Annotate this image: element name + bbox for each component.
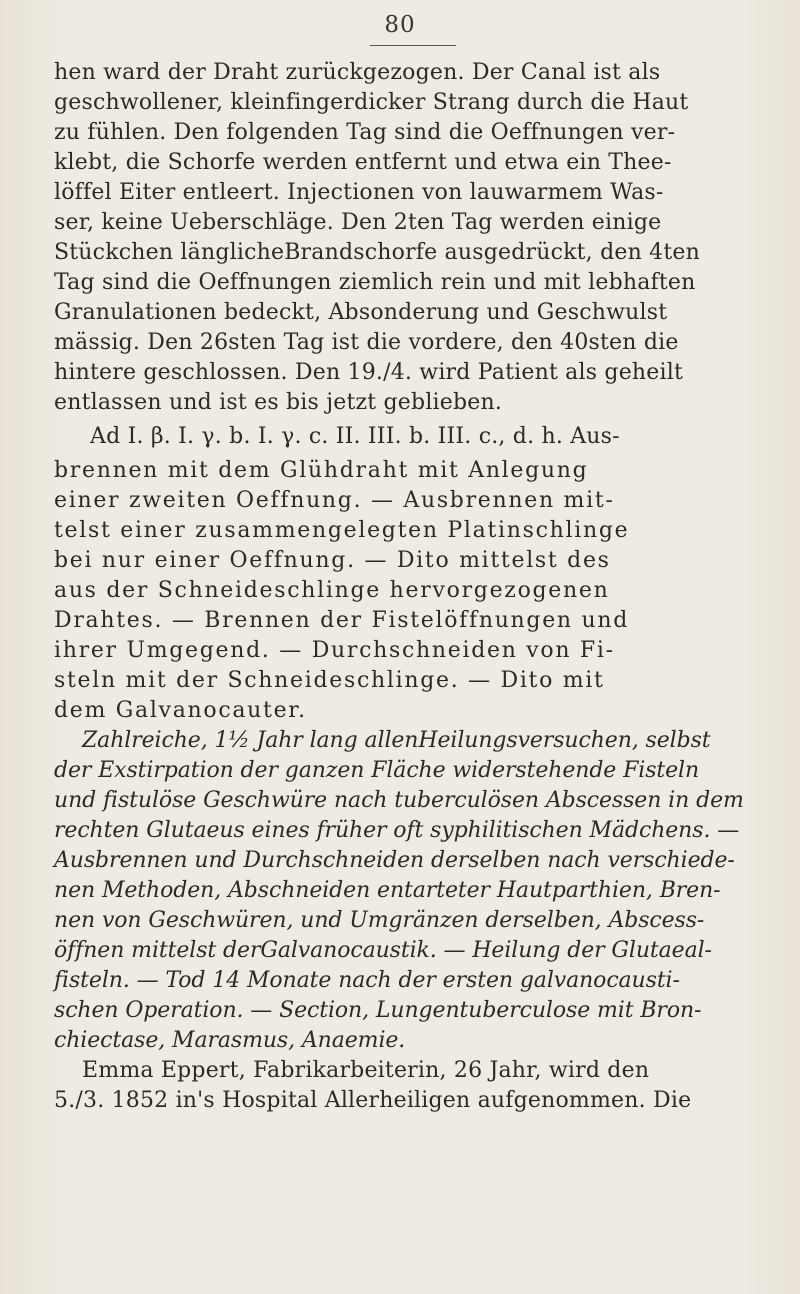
italic-text-line: nen von Geschwüren, und Umgränzen derselben, Abscess- — [54, 908, 705, 933]
spaced-text-line: bei nur einer Oeffnung. — Dito mittelst des — [54, 548, 611, 573]
text-line: Granulationen bedeckt, Absonderung und Geschwulst — [54, 300, 668, 325]
italic-text-line: öffnen mittelst derGalvanocaustik. — Heilung der Glutaeal- — [54, 938, 712, 963]
text-line: entlassen und ist es bis jetzt geblieben. — [54, 390, 503, 415]
text-line: 5./3. 1852 in's Hospital Allerheiligen aufgenommen. Die — [54, 1088, 692, 1113]
text-line: Tag sind die Oeffnungen ziemlich rein und mit lebhaften — [54, 270, 696, 295]
spaced-text-line: telst einer zusammengelegten Platinschlinge — [54, 518, 630, 543]
section-heading-line: Ad I. β. I. γ. b. I. γ. c. II. III. b. III. c., d. h. Aus- — [90, 424, 620, 449]
italic-text-line: der Exstirpation der ganzen Fläche widerstehende Fisteln — [54, 758, 700, 783]
text-line: zu fühlen. Den folgenden Tag sind die Oeffnungen ver- — [54, 120, 676, 145]
text-line: ser, keine Ueberschläge. Den 2ten Tag werden einige — [54, 210, 662, 235]
text-line: löffel Eiter entleert. Injectionen von lauwarmem Was- — [54, 180, 664, 205]
spaced-text-line: dem Galvanocauter. — [54, 698, 307, 723]
text-line: Stückchen länglicheBrandschorfe ausgedrückt, den 4ten — [54, 240, 700, 265]
spaced-text-line: Drahtes. — Brennen der Fistelöffnungen und — [54, 608, 630, 633]
italic-text-line: und fistulöse Geschwüre nach tuberculösen Abscessen in dem — [54, 788, 744, 813]
spaced-text-line: aus der Schneideschlinge hervorgezogenen — [54, 578, 610, 603]
spaced-text-line: ihrer Umgegend. — Durchschneiden von Fi- — [54, 638, 615, 663]
text-line: klebt, die Schorfe werden entfernt und etwa ein Thee- — [54, 150, 672, 175]
spaced-text-line: steln mit der Schneideschlinge. — Dito mit — [54, 668, 605, 693]
page-body — [54, 58, 762, 1116]
text-line: Emma Eppert, Fabrikarbeiterin, 26 Jahr, wird den — [82, 1058, 650, 1083]
spaced-text-line: brennen mit dem Glühdraht mit Anlegung — [54, 458, 589, 483]
italic-text-line: nen Methoden, Abschneiden entarteter Hautparthien, Bren- — [54, 878, 721, 903]
italic-text-line: chiectase, Marasmus, Anaemie. — [54, 1028, 406, 1053]
page-number: 80 — [384, 12, 416, 38]
italic-text-line: schen Operation. — Section, Lungentuberculose mit Bron- — [54, 998, 702, 1023]
italic-text-line: Zahlreiche, 1½ Jahr lang allenHeilungsversuchen, selbst — [82, 728, 711, 753]
italic-text-line: rechten Glutaeus eines früher oft syphilitischen Mädchens. — — [54, 818, 740, 843]
spaced-text-line: einer zweiten Oeffnung. — Ausbrennen mit- — [54, 488, 615, 513]
italic-text-line: fisteln. — Tod 14 Monate nach der ersten galvanocausti- — [54, 968, 680, 993]
text-line: mässig. Den 26sten Tag ist die vordere, den 40sten die — [54, 330, 679, 355]
text-line: hintere geschlossen. Den 19./4. wird Patient als geheilt — [54, 360, 684, 385]
italic-text-line: Ausbrennen und Durchschneiden derselben nach verschiede- — [54, 848, 735, 873]
text-line: hen ward der Draht zurückgezogen. Der Canal ist als — [54, 60, 661, 85]
page-number-underline — [370, 45, 456, 46]
text-line: geschwollener, kleinfingerdicker Strang durch die Haut — [54, 90, 689, 115]
